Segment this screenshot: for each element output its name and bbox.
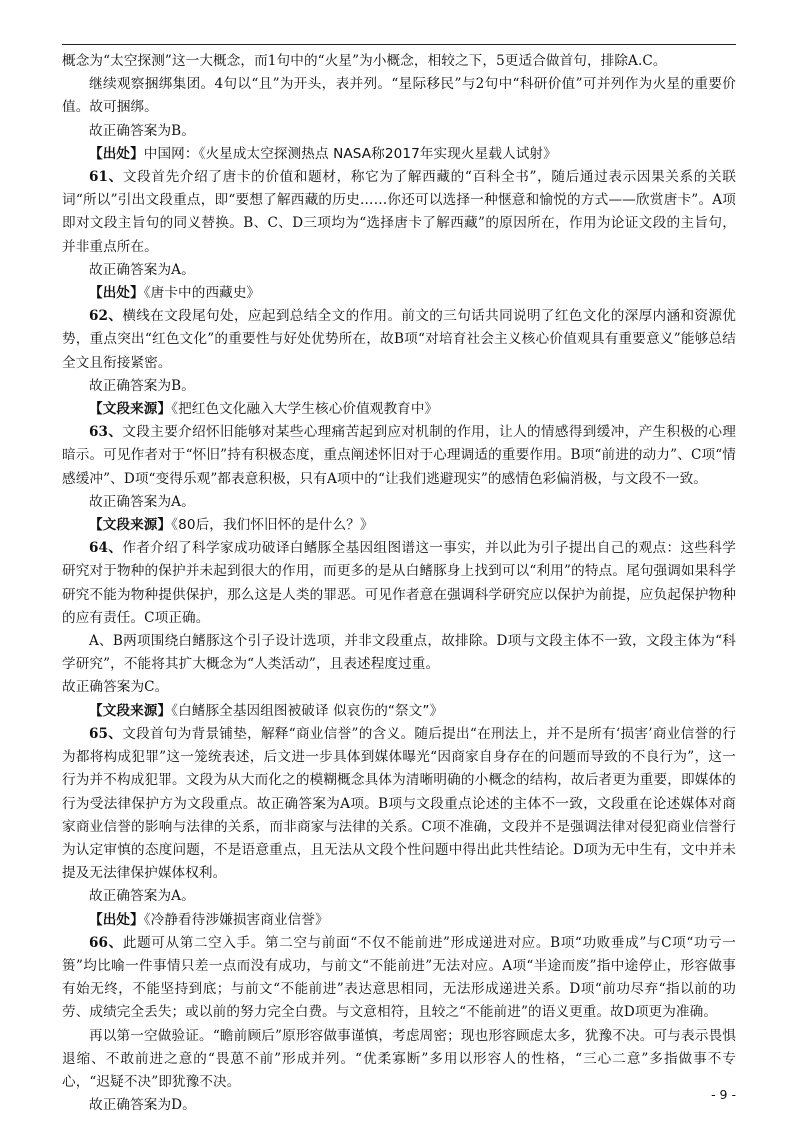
answer-explanation [62,421,736,491]
paragraph-text: 故正确答案为A。 [89,493,195,510]
text-paragraph [62,491,736,514]
text-paragraph [62,630,736,676]
paragraph-text: 横线在文段尾句处，应起到总结全文的作用。前文的三句话共同说明了红色文化的深厚内涵和资源优势，重点突出“红色文化”的重要性与好处优势所在，故B项“对培育社会主义核心价值观具有重要意义”能够总结全文且衔接紧密。 [62,308,737,371]
source-title: 《唐卡中的西藏史》 [143,285,261,302]
paragraph-text: 故正确答案为A。 [89,888,195,905]
text-paragraph [62,50,736,73]
text-paragraph [62,1025,736,1095]
source-title: 《冷静看待涉嫌损害商业信誉》 [143,911,329,928]
source-citation [62,909,736,932]
source-label: 【文段来源】 [89,702,172,719]
text-paragraph [62,1094,736,1117]
source-citation [62,143,736,166]
paragraph-text: 再以第一空做验证。“瞻前顾后”原形容做事谨慎，考虑周密；现也形容顾虑太多，犹豫不决。可与表示畏惧退缩、不敢前进之意的“畏葸不前”形成并列。“优柔寡断”多用以形容人的性格，“三心二意”多指做事不专心，“迟疑不决”即犹豫不决。 [62,1027,736,1090]
paragraph-text: 故正确答案为C。 [62,679,169,696]
paragraph-text: 此题可从第二空入手。第二空与前面“不仅不能前进”形成递进对应。B项“功败垂成”与C项“功亏一篑”均比喻一件事情只差一点而没有成功，与前文“不能前进”无法对应。A项“半途而废”指中途停止，形容做事有始无终，不能坚持到底；与前文“不能前进”表达意思相同，无法形成递进关系。D项“前功尽弃“指以前的功劳、成绩完全丢失；或以前的努力完全白费。与文意相符，且较之“不能前进”的语义更重。故D项更为准确。 [62,934,736,1021]
text-paragraph [62,676,736,699]
source-citation [62,700,736,723]
page-number: - 9 - [711,1087,736,1102]
source-label: 【出处】 [89,285,144,302]
source-citation [62,514,736,537]
source-title: 《白鳍豚全基因组图被破译 似哀伤的“祭文”》 [171,702,444,719]
paragraph-text: 故正确答案为A。 [89,261,195,278]
source-label: 【出处】 [89,911,144,928]
source-title: 中国网：《火星成太空探测热点 NASA称2017年实现火星载人试射》 [143,145,557,162]
text-paragraph [62,120,736,143]
question-number: 61、 [89,169,123,186]
text-paragraph [62,885,736,908]
source-citation [62,282,736,305]
text-paragraph [62,73,736,119]
paragraph-text: 继续观察捆绑集团。4句以“且”为开头，表并列。“星际移民”与2句中“科研价值”可并列作为火星的重要价值。故可捆绑。 [62,76,736,116]
paragraph-text: 作者介绍了科学家成功破译白鳍豚全基因组图谱这一事实，并以此为引子提出自己的观点：这些科学研究对于物种的保护并未起到很大的作用，而更多的是从白鳍豚身上找到可以“利用”的特点。尾句强调如果科学研究不能为物种提供保护，那么这是人类的罪恶。可见作者意在强调科学研究应以保护为前提，应负起保护物种的应有责任。C项正确。 [62,540,737,626]
question-number: 62、 [89,308,123,325]
source-citation [62,398,736,421]
paragraph-text: 文段主要介绍怀旧能够对某些心理痛苦起到应对机制的作用，让人的情感得到缓冲，产生积极的心理暗示。可见作者对于“怀旧”持有积极态度，重点阐述怀旧对于心理调适的重要作用。B项“前进的动力”、C项“情感缓冲”、D项“变得乐观”都表意积极，只有A项中的“让我们逃避现实”的感情色彩偏消极，与文段不一致。 [62,424,737,487]
paragraph-text: 概念为“太空探测”这一大概念，而1句中的“火星”为小概念，相较之下，5更适合做首句，排除A.C。 [62,53,667,69]
paragraph-text: 文段首先介绍了唐卡的价值和题材，称它为了解西藏的“百科全书”，随后通过表示因果关系的关联词“所以”引出文段重点，即“要想了解西藏的历史……你还可以选择一种惬意和愉悦的方式——欣赏唐卡”。A项即对文段主旨句的同义替换。B、C、D三项均为“选择唐卡了解西藏”的原因所在，作用为论证文段的主旨句，并非重点所在。 [62,169,736,255]
paragraph-text: 故正确答案为B。 [89,122,195,139]
answer-explanation [62,537,736,630]
question-number: 65、 [89,725,123,742]
answer-explanation [62,166,736,259]
question-number: 63、 [89,424,123,441]
text-paragraph [62,259,736,282]
text-paragraph [62,375,736,398]
answer-explanation [62,932,736,1025]
answer-explanation [62,723,736,885]
answer-explanation [62,305,736,375]
source-label: 【文段来源】 [89,517,172,534]
document-body [62,50,736,1117]
question-number: 66、 [89,934,123,951]
paragraph-text: A、B两项围绕白鳍豚这个引子设计选项，并非文段重点，故排除。D项与文段主体不一致，文段主体为“科学研究”，不能将其扩大概念为“人类活动”，且表述程度过重。 [62,633,736,673]
paragraph-text: 故正确答案为D。 [89,1097,196,1114]
source-title: 《80后，我们怀旧怀的是什么？》 [171,517,374,534]
source-label: 【出处】 [89,145,144,162]
question-number: 64、 [89,540,123,557]
header-rule [62,44,736,45]
paragraph-text: 故正确答案为B。 [89,377,195,394]
paragraph-text: 文段首句为背景铺垫，解释“商业信誉”的含义。随后提出“在刑法上，并不是所有‘损害’商业信誉的行为都将构成犯罪”这一笼统表述，后文进一步具体到媒体曝光“因商家自身存在的问题而导致的不良行为”，这一行为并不构成犯罪。文段为从大而化之的模糊概念具体为清晰明确的小概念的结构，故后者更为重要，即媒体的行为受法律保护方为文段重点。故正确答案为A项。B项与文段重点论述的主体不一致，文段重在论述媒体对商家商业信誉的影响与法律的关系，而非商家与法律的关系。C项不准确，文段并不是强调法律对侵犯商业信誉行为认定审慎的态度问题，不是语意重点，且无法从文段个性问题中得出此共性结论。D项为无中生有，文中并未提及无法律保护媒体权利。 [62,725,737,882]
source-title: 《把红色文化融入大学生核心价值观教育中》 [171,401,439,418]
source-label: 【文段来源】 [89,401,172,418]
